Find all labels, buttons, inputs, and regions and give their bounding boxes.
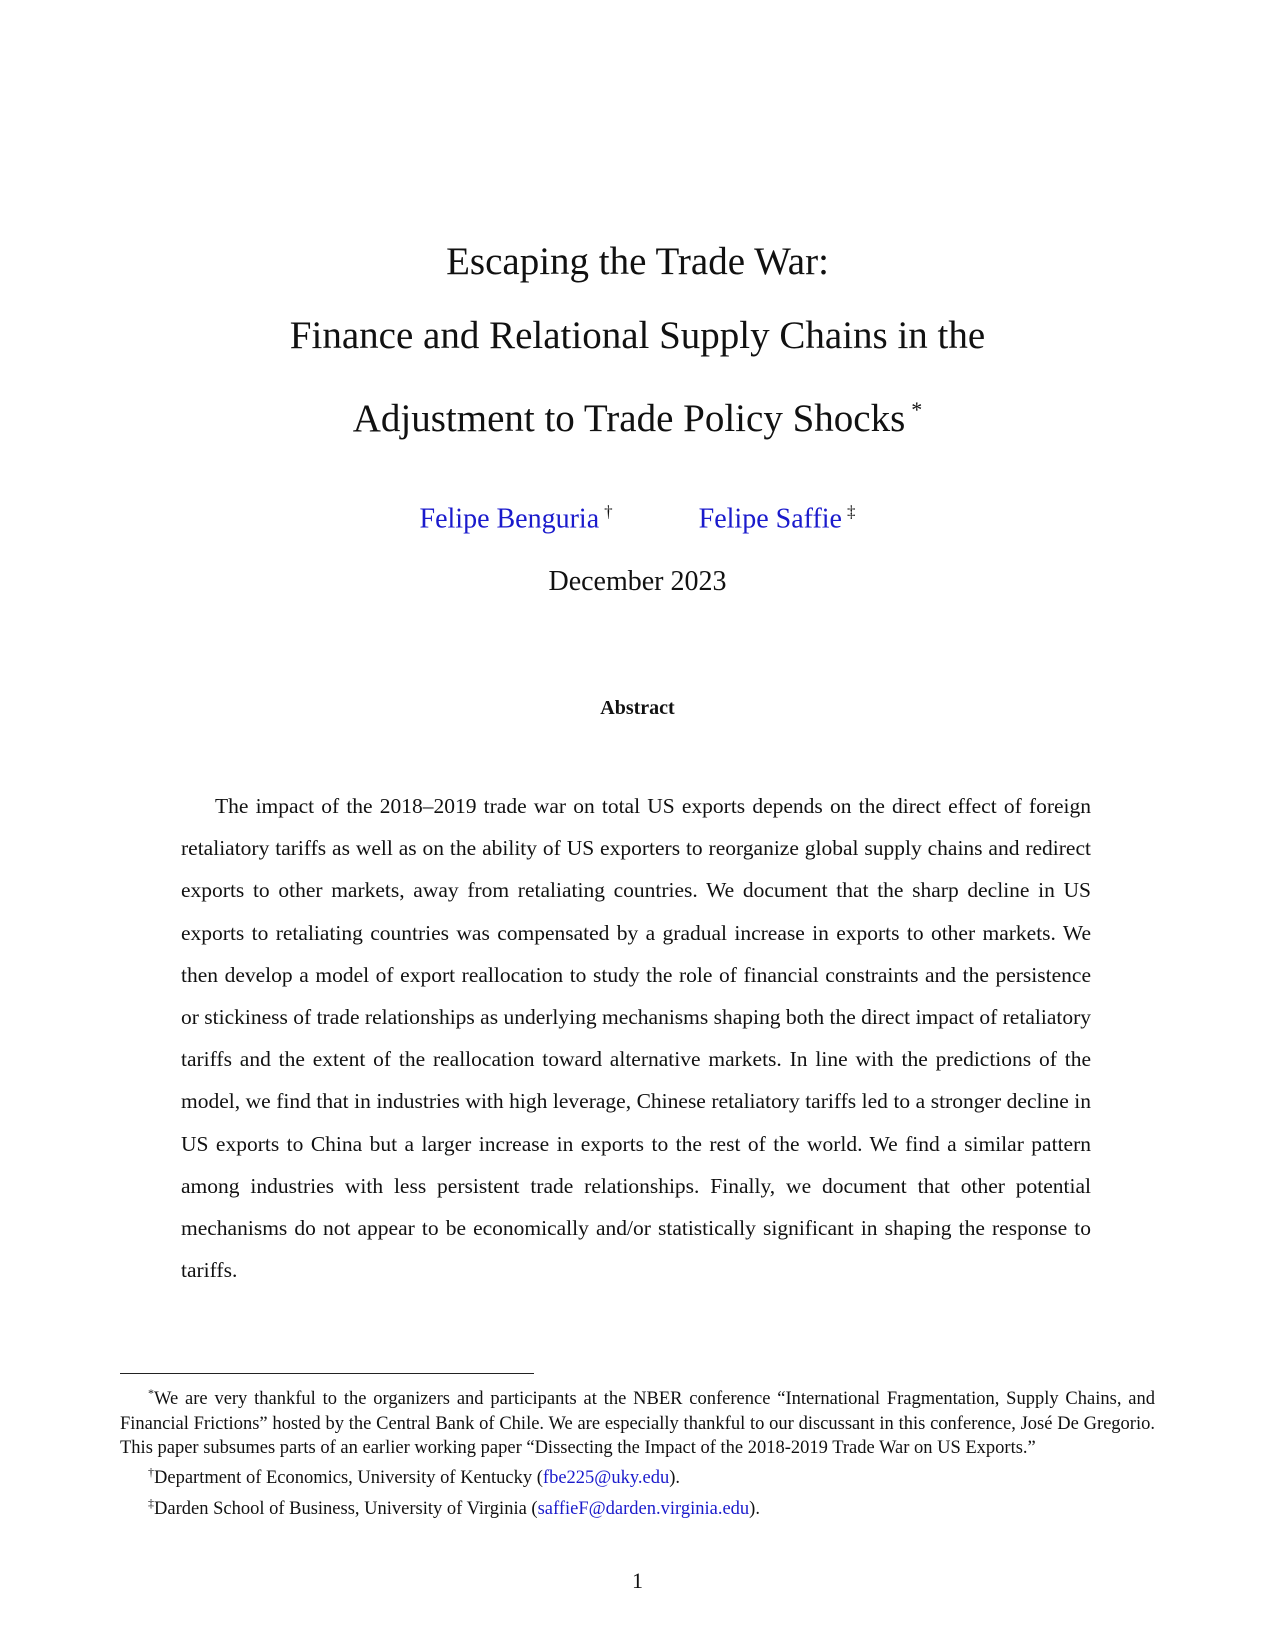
footnote-text: Department of Economics, University of Kentucky (: [154, 1468, 543, 1489]
footnotes: [120, 1381, 1155, 1522]
footnote-mark: ‡: [148, 1495, 154, 1510]
email-link-benguria[interactable]: fbe225@uky.edu: [542, 1468, 670, 1489]
footnote-text: Darden School of Business, University of Virginia (: [154, 1499, 538, 1520]
footnote-benguria-affiliation: [120, 1460, 1155, 1491]
title-line-1: Escaping the Trade War:: [446, 240, 829, 283]
footnote-acknowledgements: [120, 1381, 1155, 1460]
footnote-saffie-affiliation: [120, 1491, 1155, 1522]
footnote-text: We are very thankful to the organizers and participants at the NBER conference “International Fragmentation, Supply Chains, and Financial Frictions” hosted by the Central Bank of Chile. We are especially thankful to our discussant in this conference, José De Gregorio. This paper subsumes parts of an earlier working paper “Dissecting the Impact of the 2018-2019 Trade War on US Exports.”: [120, 1389, 1155, 1458]
author-link-saffie[interactable]: Felipe Saffie: [698, 503, 842, 535]
footnote-text-end: ).: [669, 1468, 681, 1489]
author-footnote-mark: ‡: [846, 502, 856, 521]
footnote-divider: [120, 1373, 534, 1374]
page-number: 1: [632, 1568, 643, 1593]
paper-date: December 2023: [548, 566, 727, 597]
paper-title: [0, 225, 1275, 456]
author-link-benguria[interactable]: Felipe Benguria: [419, 503, 600, 535]
title-line-3: [0, 373, 1275, 456]
email-link-saffie[interactable]: saffieF@darden.virginia.edu: [537, 1499, 750, 1520]
title-line-2: Finance and Relational Supply Chains in the: [289, 314, 986, 357]
abstract-heading: Abstract: [600, 697, 675, 719]
title-line-3-text: Adjustment to Trade Policy Shocks: [352, 397, 906, 440]
author-list: [0, 495, 1275, 536]
footnote-mark: †: [148, 1465, 154, 1480]
footnote-text-end: ).: [749, 1499, 760, 1520]
title-footnote-mark: *: [911, 397, 923, 422]
footnote-mark: *: [148, 1386, 154, 1400]
abstract-text: The impact of the 2018–2019 trade war on total US exports depends on the direct effect of foreign retaliatory tariffs as well as on the ability of US exporters to reorganize global supply chains and redirect exports to other markets, away from retaliating countries. We document that the sharp decline in US exports to retaliating countries was compensated by a gradual increase in exports to other markets. We then develop a model of export reallocation to study the role of financial constraints and the persistence or stickiness of trade relationships as underlying mechanisms shaping both the direct impact of retaliatory tariffs and the extent of the reallocation toward alternative markets. In line with the predictions of the model, we find that in industries with high leverage, Chinese retaliatory tariffs led to a stronger decline in US exports to China but a larger increase in exports to the rest of the world. We find a similar pattern among industries with less persistent trade relationships. Finally, we document that other potential mechanisms do not appear to be economically and/or statistically significant in shaping the response to tariffs.: [181, 794, 1091, 1283]
author-footnote-mark: †: [604, 502, 613, 521]
